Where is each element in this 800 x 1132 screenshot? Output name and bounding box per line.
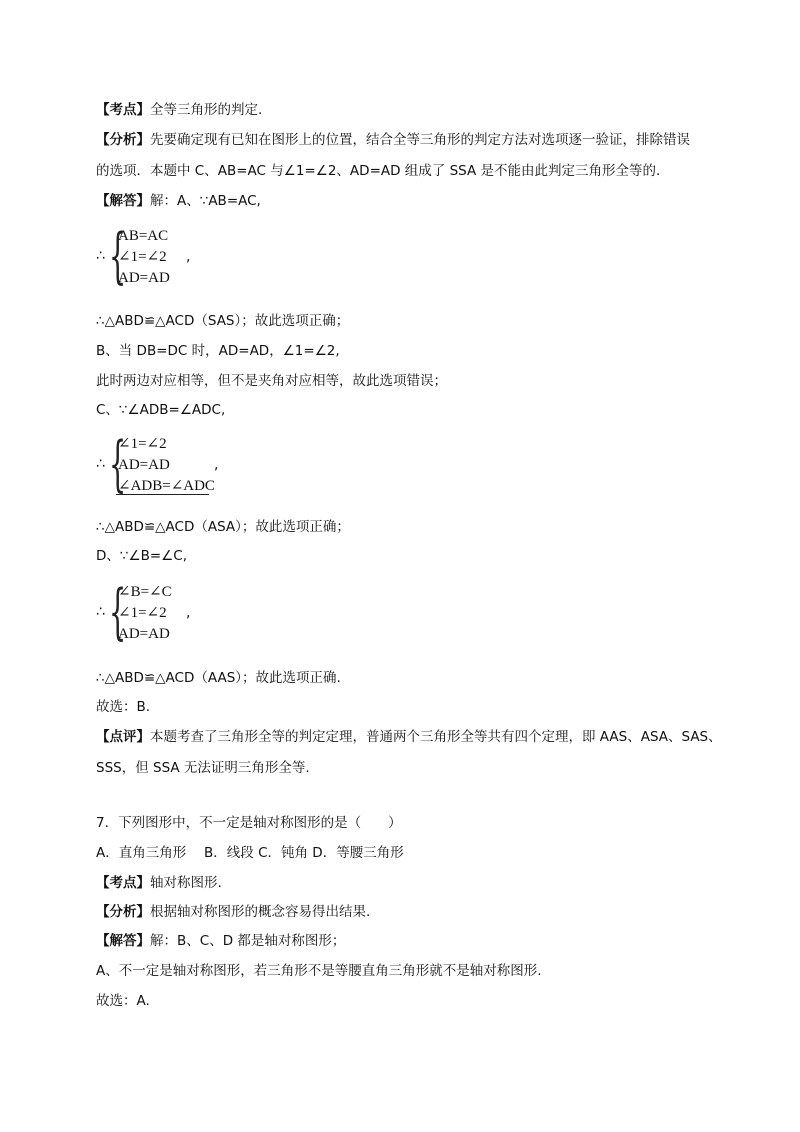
q6-dianping-line1	[96, 728, 722, 746]
fenxi-text: 先要确定现有已知在图形上的位置，结合全等三角形的判定方法对选项逐一验证，排除错误	[150, 132, 690, 148]
dianping-text: 本题考查了三角形全等的判定定理，普通两个三角形全等共有四个定理，即 AAS、ASA、SAS、	[150, 729, 722, 745]
system-d-eq1: ∠B=∠C	[118, 584, 172, 600]
q6-answer: 故选：B.	[96, 699, 151, 715]
fenxi-tag: 【分析】	[96, 132, 150, 148]
equation-system-a	[96, 221, 336, 291]
q7-fenxi	[96, 903, 370, 921]
fenxi-tag: 【分析】	[96, 904, 150, 920]
jieda-tag: 【解答】	[96, 193, 150, 209]
kaodian-text: 轴对称图形.	[150, 875, 222, 891]
q6-kaodian	[96, 101, 262, 119]
system-a-eq1: AB=AC	[118, 228, 169, 244]
jieda-text: 解：A、∵AB=AC,	[150, 193, 261, 209]
left-brace: {	[109, 429, 127, 499]
system-d-comma: ,	[186, 605, 191, 621]
jieda-text: 解：B、C、D 都是轴对称图形；	[150, 933, 346, 949]
system-c-eq3: ∠ADB=∠ADC	[118, 478, 215, 494]
jieda-tag: 【解答】	[96, 933, 150, 949]
q6-b-line1: B、当 DB=DC 时，AD=AD，∠1=∠2,	[96, 343, 340, 359]
system-c-comma: ,	[214, 457, 219, 473]
q7-options: A．直角三角形 B．线段 C．钝角 D．等腰三角形	[96, 845, 404, 861]
equation-system-c	[96, 429, 336, 499]
q6-fenxi-line1	[96, 131, 690, 149]
q6-d-line1: D、∵∠B=∠C,	[96, 548, 187, 564]
therefore-symbol: ∴	[96, 456, 105, 472]
system-c-eq2: AD=AD	[118, 457, 170, 473]
equation-system-d	[96, 577, 336, 647]
left-brace: {	[109, 221, 127, 291]
q6-b-line2: 此时两边对应相等，但不是夹角对应相等，故此选项错误；	[96, 373, 447, 389]
kaodian-tag: 【考点】	[96, 102, 150, 118]
q7-question: 7．下列图形中，不一定是轴对称图形的是（ ）	[96, 815, 402, 831]
q6-a-conclusion: ∴△ABD≌△ACD（SAS）；故此选项正确；	[96, 313, 350, 329]
system-a-comma: ,	[186, 249, 191, 265]
q6-fenxi-line2: 的选项．本题中 C、AB=AC 与∠1=∠2、AD=AD 组成了 SSA 是不能由此判定三角形全等的.	[96, 163, 661, 179]
fenxi-text: 根据轴对称图形的概念容易得出结果.	[150, 904, 371, 920]
q6-c-conclusion: ∴△ABD≌△ACD（ASA）；故此选项正确；	[96, 519, 350, 535]
dianping-tag: 【点评】	[96, 729, 150, 745]
q7-explain: A、不一定是轴对称图形，若三角形不是等腰直角三角形就不是轴对称图形.	[96, 963, 542, 979]
q7-jieda	[96, 932, 345, 950]
system-d-eq3: AD=AD	[118, 626, 170, 642]
kaodian-tag: 【考点】	[96, 875, 150, 891]
q7-kaodian	[96, 874, 222, 892]
q6-d-conclusion: ∴△ABD≌△ACD（AAS）；故此选项正确.	[96, 670, 341, 686]
system-d-eq2: ∠1=∠2	[118, 605, 167, 621]
system-a-eq3: AD=AD	[118, 270, 170, 286]
q6-dianping-line2: SSS，但 SSA 无法证明三角形全等.	[96, 760, 310, 776]
system-a-eq2: ∠1=∠2	[118, 249, 167, 265]
q6-jieda	[96, 192, 261, 210]
system-c-underline	[116, 494, 209, 495]
therefore-symbol: ∴	[96, 248, 105, 264]
q6-c-line1: C、∵∠ADB=∠ADC,	[96, 402, 226, 418]
q7-answer: 故选：A.	[96, 993, 150, 1009]
therefore-symbol: ∴	[96, 604, 105, 620]
system-c-eq1: ∠1=∠2	[118, 436, 167, 452]
kaodian-text: 全等三角形的判定.	[150, 102, 263, 118]
left-brace: {	[109, 577, 127, 647]
